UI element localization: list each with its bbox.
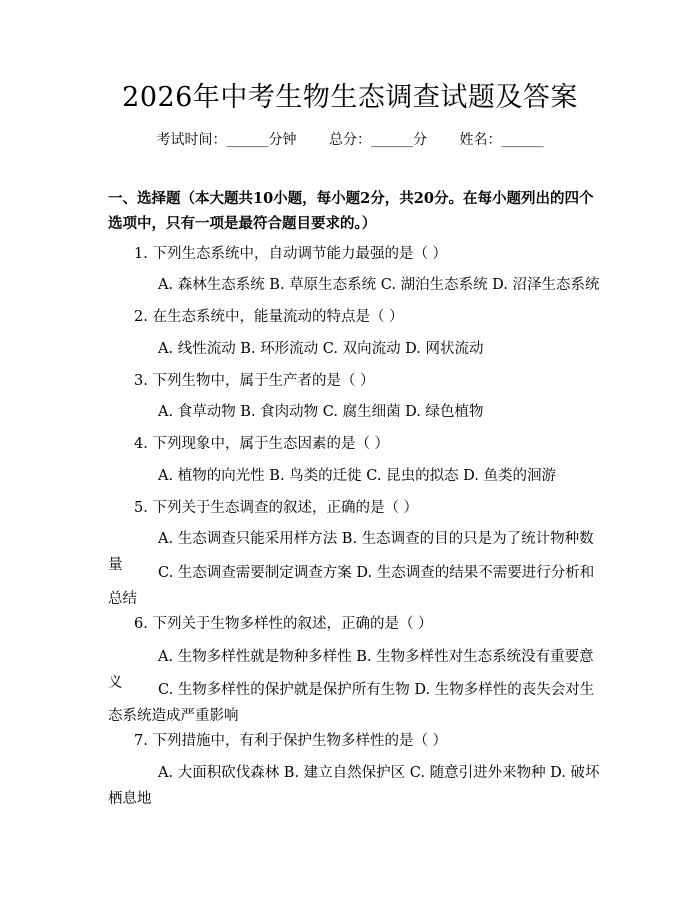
question-2: 2. 在生态系统中，能量流动的特点是（ ）	[134, 309, 404, 325]
question-7: 7. 下列措施中，有利于保护生物多样性的是（ ）	[134, 733, 448, 749]
total-score: 总分：______分	[329, 132, 427, 148]
question-5-options-ab: A. 生态调查只能采用样方法 B. 生态调查的目的只是为了统计物种数量	[108, 531, 594, 573]
question-6-options-cd: C. 生物多样性的保护就是保护所有生物 D. 生物多样性的丧失会对生态系统造成严重影响	[108, 682, 595, 724]
question-1: 1. 下列生态系统中，自动调节能力最强的是（ ）	[134, 246, 448, 262]
question-6-options-ab: A. 生物多样性就是物种多样性 B. 生物多样性对生态系统没有重要意义	[108, 649, 594, 691]
exam-time: 考试时间：______分钟	[156, 132, 297, 148]
student-name: 姓名：______	[459, 132, 544, 148]
exam-info	[0, 128, 700, 152]
question-4-options: A. 植物的向光性 B. 鸟类的迁徙 C. 昆虫的拟态 D. 鱼类的洄游	[158, 468, 557, 484]
question-1-options: A. 森林生态系统 B. 草原生态系统 C. 湖泊生态系统 D. 沼泽生态系统	[158, 277, 600, 293]
question-3-options: A. 食草动物 B. 食肉动物 C. 腐生细菌 D. 绿色植物	[158, 404, 484, 420]
question-7-options: A. 大面积砍伐森林 B. 建立自然保护区 C. 随意引进外来物种 D. 破坏栖息地	[108, 765, 600, 807]
question-6: 6. 下列关于生物多样性的叙述，正确的是（ ）	[134, 616, 433, 632]
question-5: 5. 下列关于生态调查的叙述，正确的是（ ）	[134, 500, 419, 516]
question-5-options-cd: C. 生态调查需要制定调查方案 D. 生态调查的结果不需要进行分析和总结	[108, 565, 595, 607]
question-2-options: A. 线性流动 B. 环形流动 C. 双向流动 D. 网状流动	[158, 341, 484, 357]
page-title: 2026年中考生物生态调查试题及答案	[122, 82, 578, 113]
question-3: 3. 下列生物中，属于生产者的是（ ）	[134, 373, 375, 389]
question-4: 4. 下列现象中，属于生态因素的是（ ）	[134, 436, 390, 452]
section-heading: 一、选择题（本大题共10小题，每小题2分，共20分。在每小题列出的四个选项中，只有一项是最符合题目要求的。）	[108, 190, 594, 232]
